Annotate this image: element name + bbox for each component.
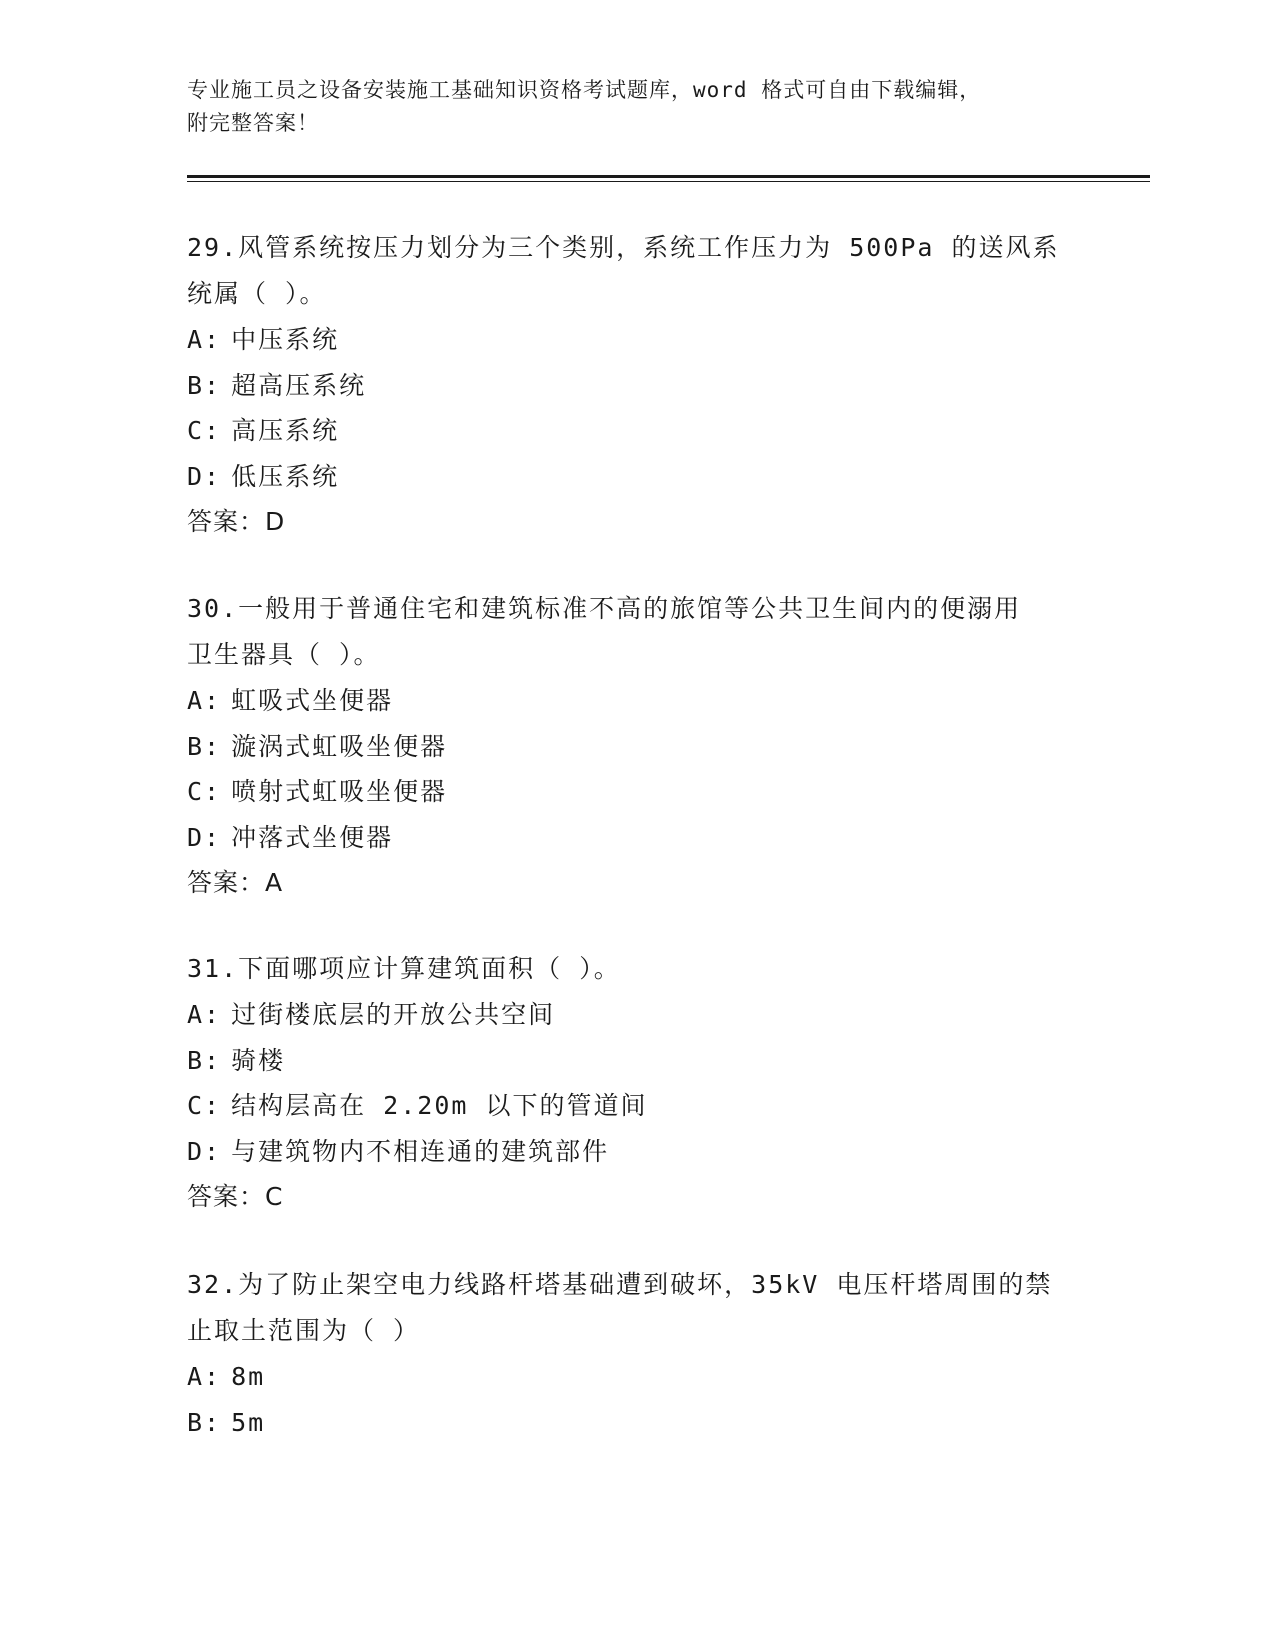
option-label: D: <box>187 461 222 491</box>
option-label: D: <box>187 822 222 852</box>
answer-line: 答案：D <box>187 507 286 536</box>
option-a <box>187 317 1087 363</box>
question-30 <box>187 586 1087 906</box>
option-text: 与建筑物内不相连通的建筑部件 <box>231 1136 610 1166</box>
question-stem <box>187 1262 1067 1354</box>
option-d <box>187 454 1087 500</box>
question-stem <box>187 225 1067 317</box>
option-d <box>187 815 1087 861</box>
option-label: C: <box>187 1091 222 1120</box>
option-text: 喷射式虹吸坐便器 <box>231 777 448 806</box>
option-label: A: <box>187 1362 222 1391</box>
option-text: 骑楼 <box>231 1045 286 1075</box>
option-c <box>187 1083 1087 1129</box>
option-text: 5m <box>231 1407 266 1437</box>
option-b <box>187 1038 1087 1084</box>
header-line-1: 专业施工员之设备安装施工基础知识资格考试题库，word 格式可自由下载编辑， <box>187 78 982 102</box>
option-label: D: <box>187 1136 222 1166</box>
question-stem <box>187 586 1067 678</box>
option-label: C: <box>187 777 222 806</box>
question-stem-line-1: 30.一般用于普通住宅和建筑标准不高的旅馆等公共卫生间内的便溺用 <box>187 594 1022 623</box>
answer-line: 答案：C <box>187 1182 284 1211</box>
option-a <box>187 1354 1087 1400</box>
option-label: B: <box>187 731 222 761</box>
question-31 <box>187 946 1087 1220</box>
option-label: B: <box>187 1045 222 1075</box>
option-text: 虹吸式坐便器 <box>231 686 394 715</box>
question-stem-line-1: 29.风管系统按压力划分为三个类别，系统工作压力为 500Pa 的送风系 <box>187 233 1060 262</box>
question-stem-line-1: 32.为了防止架空电力线路杆塔基础遭到破坏，35kV 电压杆塔周围的禁 <box>187 1270 1053 1299</box>
question-stem <box>187 946 1067 992</box>
option-c <box>187 408 1087 454</box>
option-label: A: <box>187 325 222 354</box>
header-divider-thick <box>187 175 1150 178</box>
option-text: 中压系统 <box>231 325 340 354</box>
option-label: C: <box>187 416 222 445</box>
option-text: 漩涡式虹吸坐便器 <box>231 731 448 761</box>
option-text: 结构层高在 2.20m 以下的管道间 <box>231 1091 648 1120</box>
option-label: A: <box>187 686 222 715</box>
question-29 <box>187 225 1087 545</box>
option-c <box>187 769 1087 815</box>
question-stem-line-2: 止取土范围为（ ） <box>187 1316 421 1345</box>
option-a <box>187 992 1087 1038</box>
header-line-2: 附完整答案！ <box>187 111 319 135</box>
option-b <box>187 1400 1087 1446</box>
document-header <box>187 74 1067 140</box>
option-a <box>187 678 1087 724</box>
option-b <box>187 363 1087 409</box>
option-d <box>187 1129 1087 1175</box>
option-label: B: <box>187 1407 222 1437</box>
option-label: B: <box>187 370 222 400</box>
question-32 <box>187 1262 1087 1445</box>
question-stem-line-2: 统属（ ）。 <box>187 279 327 308</box>
option-text: 过街楼底层的开放公共空间 <box>231 1000 556 1029</box>
option-b <box>187 724 1087 770</box>
answer-line: 答案：A <box>187 868 284 897</box>
option-label: A: <box>187 1000 222 1029</box>
option-text: 8m <box>231 1362 266 1391</box>
option-text: 超高压系统 <box>231 370 367 400</box>
header-divider-thin <box>187 181 1150 182</box>
option-text: 冲落式坐便器 <box>231 822 394 852</box>
question-stem-line-2: 卫生器具（ ）。 <box>187 640 381 669</box>
option-text: 低压系统 <box>231 461 340 491</box>
question-stem-line-1: 31.下面哪项应计算建筑面积（ ）。 <box>187 954 621 983</box>
option-text: 高压系统 <box>231 416 340 445</box>
